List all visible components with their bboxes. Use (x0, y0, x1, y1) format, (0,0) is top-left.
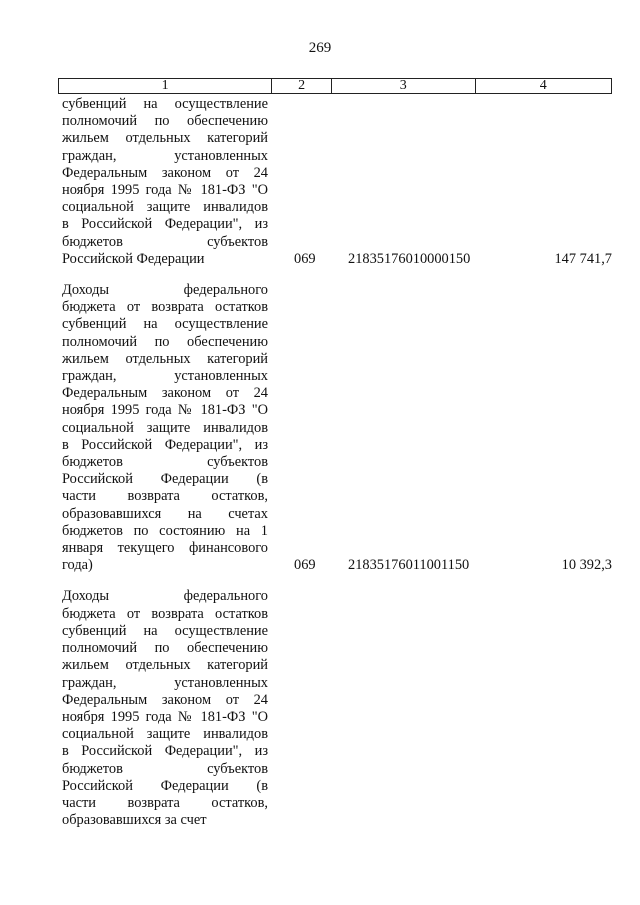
description-line: Российской Федерации (в (62, 471, 268, 488)
description-line: части возврата остатков, (62, 794, 268, 811)
description-line: ноября 1995 года № 181-ФЗ "О (62, 402, 268, 419)
description-line: жильем отдельных категорий (62, 350, 268, 367)
description-line: образовавшихся за счет (62, 812, 207, 829)
description-line: Федеральным законом от 24 (62, 385, 268, 402)
description-line: бюджета от возврата остатков (62, 605, 268, 622)
description-line: социальной защите инвалидов (62, 419, 268, 436)
table-row (62, 588, 612, 829)
header-col-2: 2 (272, 79, 332, 93)
description-line: бюджетов по состоянию на 1 (62, 522, 268, 539)
description-line: полномочий по обеспечению (62, 113, 268, 130)
description-line: субвенций на осуществление (62, 96, 268, 112)
description-line: части возврата остатков, (62, 488, 268, 505)
description-line: бюджета от возврата остатков (62, 299, 268, 316)
admin-code: 069 (294, 557, 316, 574)
table-row (62, 282, 612, 574)
description-line: в Российской Федерации", из (62, 436, 268, 453)
description-line: января текущего финансового (62, 540, 268, 557)
description-line: Российской Федерации (62, 250, 205, 267)
description-line: Федеральным законом от 24 (62, 691, 268, 708)
description-line: бюджетов субъектов (62, 454, 268, 471)
description-line: жильем отдельных категорий (62, 657, 268, 674)
description-line: граждан, установленных (62, 674, 268, 691)
description-line: социальной защите инвалидов (62, 199, 268, 216)
row-description (62, 96, 268, 268)
description-line: ноября 1995 года № 181-ФЗ "О (62, 182, 268, 199)
description-line: Федеральным законом от 24 (62, 164, 268, 181)
description-line: ноября 1995 года № 181-ФЗ "О (62, 708, 268, 725)
description-line: Российской Федерации (в (62, 777, 268, 794)
table-row (62, 96, 612, 268)
budget-classification-code: 21835176010000150 (348, 250, 471, 267)
table-body (62, 96, 612, 829)
description-line: субвенций на осуществление (62, 622, 268, 639)
header-col-4: 4 (539, 78, 547, 93)
description-line: полномочий по обеспечению (62, 640, 268, 657)
page-number: 269 (308, 40, 332, 56)
budget-classification-code: 21835176011001150 (348, 557, 470, 574)
description-line: Доходы федерального (62, 282, 268, 299)
description-line: бюджетов субъектов (62, 760, 268, 777)
description-line: года) (62, 557, 93, 574)
row-description (62, 588, 268, 829)
description-line: граждан, установленных (62, 147, 268, 164)
description-line: социальной защите инвалидов (62, 726, 268, 743)
description-line: Доходы федерального (62, 588, 268, 605)
admin-code: 069 (294, 250, 316, 267)
description-line: бюджетов субъектов (62, 233, 268, 250)
amount-value: 10 392,3 (561, 557, 612, 574)
row-description (62, 282, 268, 574)
amount-value: 147 741,7 (554, 250, 612, 267)
description-line: в Российской Федерации", из (62, 743, 268, 760)
description-line: жильем отдельных категорий (62, 130, 268, 147)
description-line: образовавшихся на счетах (62, 505, 268, 522)
description-line: полномочий по обеспечению (62, 333, 268, 350)
table-header (58, 78, 612, 94)
description-line: субвенций на осуществление (62, 316, 268, 333)
description-line: в Российской Федерации", из (62, 216, 268, 233)
header-col-3: 3 (332, 79, 475, 93)
header-col-1: 1 (59, 79, 272, 93)
description-line: граждан, установленных (62, 368, 268, 385)
